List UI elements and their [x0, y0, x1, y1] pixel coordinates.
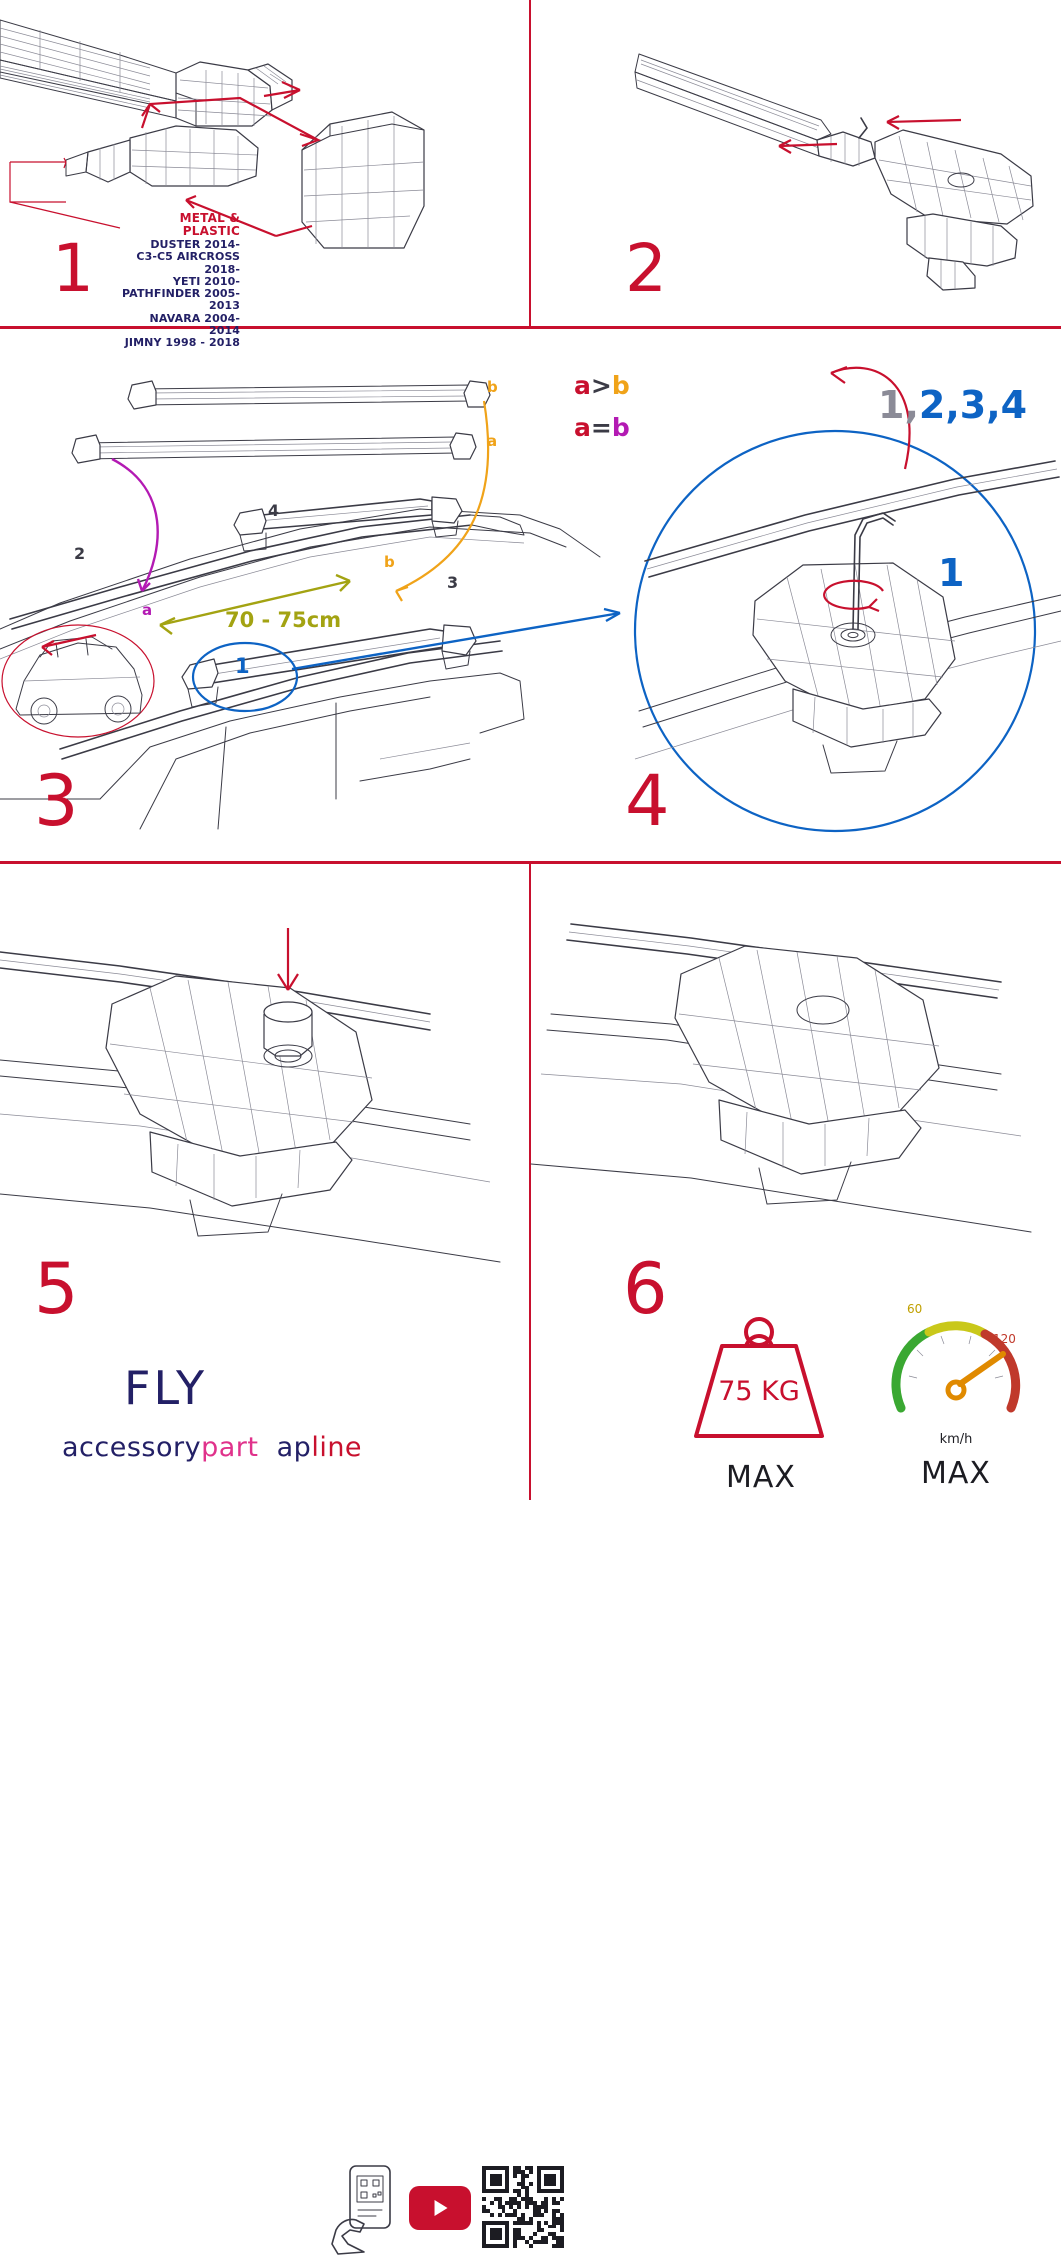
tagline-part: part [201, 1432, 259, 1463]
step-number-4: 4 [625, 760, 668, 842]
compare2-right: b [611, 413, 630, 442]
marker-1: 1 [235, 654, 250, 678]
callout-one: 1 [938, 551, 965, 595]
step5-illustration [0, 864, 529, 1264]
vehicle-list-item-4: NAVARA 2004-2014 [149, 311, 240, 338]
sequence-first: 1, [878, 383, 919, 427]
tagline-accessory: accessory [62, 1432, 202, 1463]
tagline-line: line [311, 1432, 363, 1463]
vehicle-list-item-5: JIMNY 1998 - 2018 [124, 336, 240, 350]
marker-2: 2 [74, 544, 86, 563]
compare-a-greater-b [574, 371, 630, 400]
step6-illustration [531, 864, 1061, 1264]
youtube-icon[interactable] [409, 2186, 471, 2230]
speed-limit-caption: MAX [921, 1456, 991, 1491]
brand-tagline [62, 1432, 362, 1463]
vehicle-list-item-1: C3-C5 AIRCROSS 2018- [136, 250, 240, 276]
step-number-5: 5 [34, 1248, 77, 1330]
panel-step-6 [531, 864, 1061, 1500]
compare1-right: b [611, 371, 630, 400]
gauge-max-tick: 120 [993, 1332, 1016, 1346]
vehicle-list-item-0: DUSTER 2014- [150, 237, 240, 251]
step-number-3: 3 [34, 760, 77, 842]
crossbar-distance: 70 - 75cm [225, 608, 342, 632]
phone-scan-icon [330, 2162, 400, 2258]
weight-limit-value: 75 KG [718, 1376, 800, 1407]
step2-illustration [531, 0, 1061, 326]
bar-label-a: a [487, 432, 498, 450]
tagline-ap: ap [276, 1432, 312, 1463]
compare-a-equals-b [574, 413, 630, 442]
gauge-min-tick: 60 [907, 1302, 923, 1316]
panel-step-2 [531, 0, 1061, 326]
marker-3: 3 [447, 573, 459, 592]
compare1-left: a [574, 371, 591, 400]
step-number-6: 6 [623, 1248, 666, 1330]
compare2-left: a [574, 413, 591, 442]
clamp-label-a: a [142, 601, 153, 619]
panel-step-1 [0, 0, 529, 350]
metal-plastic-title: METAL & PLASTIC [179, 211, 240, 239]
marker-4: 4 [268, 501, 280, 520]
vehicle-list-item-2: YETI 2010- [172, 274, 240, 288]
weight-limit-caption: MAX [726, 1460, 796, 1495]
step-number-1: 1 [52, 230, 92, 307]
step-number-2: 2 [625, 230, 665, 307]
panel-step-4 [625, 329, 1061, 861]
panel-step-3 [0, 329, 630, 861]
step3-illustration [0, 329, 625, 861]
compare2-op: = [590, 413, 612, 442]
sequence-rest: 2,3,4 [918, 383, 1028, 427]
panel-step-5 [0, 864, 529, 1500]
vehicle-list-item-3: PATHFINDER 2005-2013 [122, 287, 240, 313]
compare1-op: > [590, 371, 612, 400]
clamp-label-b: b [384, 553, 395, 571]
bar-label-b: b [487, 378, 498, 396]
speed-unit-label: km/h [939, 1432, 973, 1447]
tighten-sequence [878, 383, 1027, 427]
brand-fly: FLY [124, 1361, 208, 1415]
qr-code-icon[interactable] [482, 2166, 564, 2248]
